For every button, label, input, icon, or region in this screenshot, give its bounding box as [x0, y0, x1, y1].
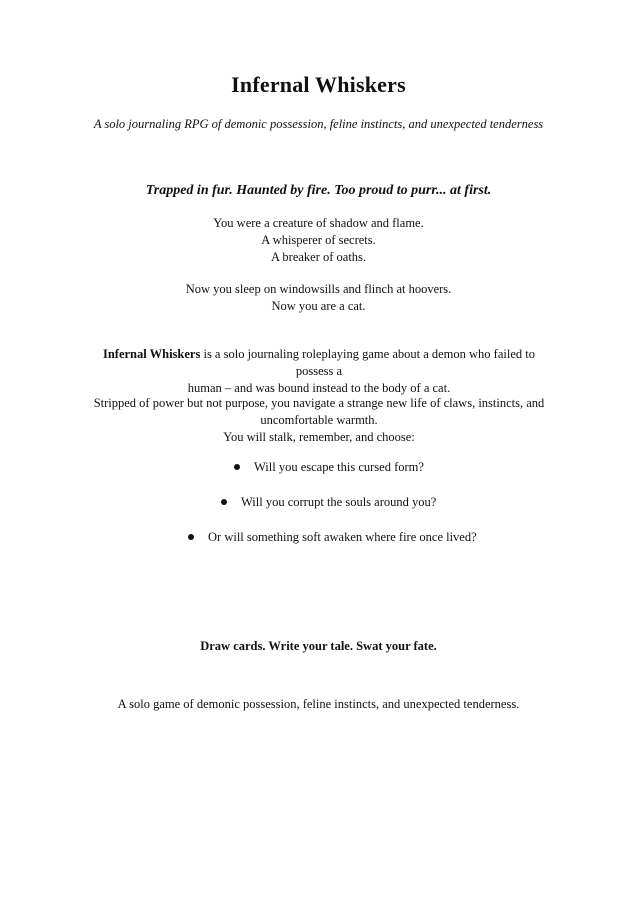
game-description-paragraph [84, 346, 554, 397]
stanza-line: You were a creature of shadow and flame. [213, 216, 424, 230]
bullet-text: Will you escape this cursed form? [254, 460, 424, 474]
paragraph-line: uncomfortable warmth. [260, 413, 378, 427]
intro-stanza-present [0, 281, 637, 315]
call-to-action: Draw cards. Write your tale. Swat your fate. [200, 639, 437, 653]
paragraph-line: You will stalk, remember, and choose: [223, 430, 415, 444]
choice-bullet-item [221, 494, 436, 511]
bullet-text: Or will something soft awaken where fire once lived? [208, 530, 477, 544]
stanza-line: A whisperer of secrets. [261, 233, 376, 247]
paragraph-text: is a solo journaling roleplaying game about a demon who failed to possess a [200, 347, 535, 378]
paragraph-line: human – and was bound instead to the body of a cat. [187, 381, 451, 395]
tagline: Trapped in fur. Haunted by fire. Too proud to purr... at first. [145, 183, 492, 198]
paragraph-line: Stripped of power but not purpose, you navigate a strange new life of claws, instincts, and [93, 396, 545, 410]
bullet-icon [188, 534, 194, 540]
bullet-icon [234, 464, 240, 470]
bullet-text: Will you corrupt the souls around you? [241, 495, 437, 509]
game-name-bold: Infernal Whiskers [102, 347, 201, 361]
document-title: Infernal Whiskers [231, 72, 406, 97]
document-subtitle: A solo journaling RPG of demonic possession, feline instincts, and unexpected tenderness [93, 117, 544, 131]
choice-bullet-item [234, 459, 424, 476]
bullet-icon [221, 499, 227, 505]
footer-summary: A solo game of demonic possession, feline instincts, and unexpected tenderness. [117, 697, 520, 711]
stanza-line: Now you are a cat. [271, 299, 366, 313]
stanza-line: Now you sleep on windowsills and flinch at hoovers. [185, 282, 452, 296]
stanza-line: A breaker of oaths. [270, 250, 367, 264]
intro-stanza-past [0, 215, 637, 266]
choice-bullet-item [188, 529, 477, 546]
premise-paragraph [84, 395, 554, 446]
paragraph-line [84, 346, 554, 380]
